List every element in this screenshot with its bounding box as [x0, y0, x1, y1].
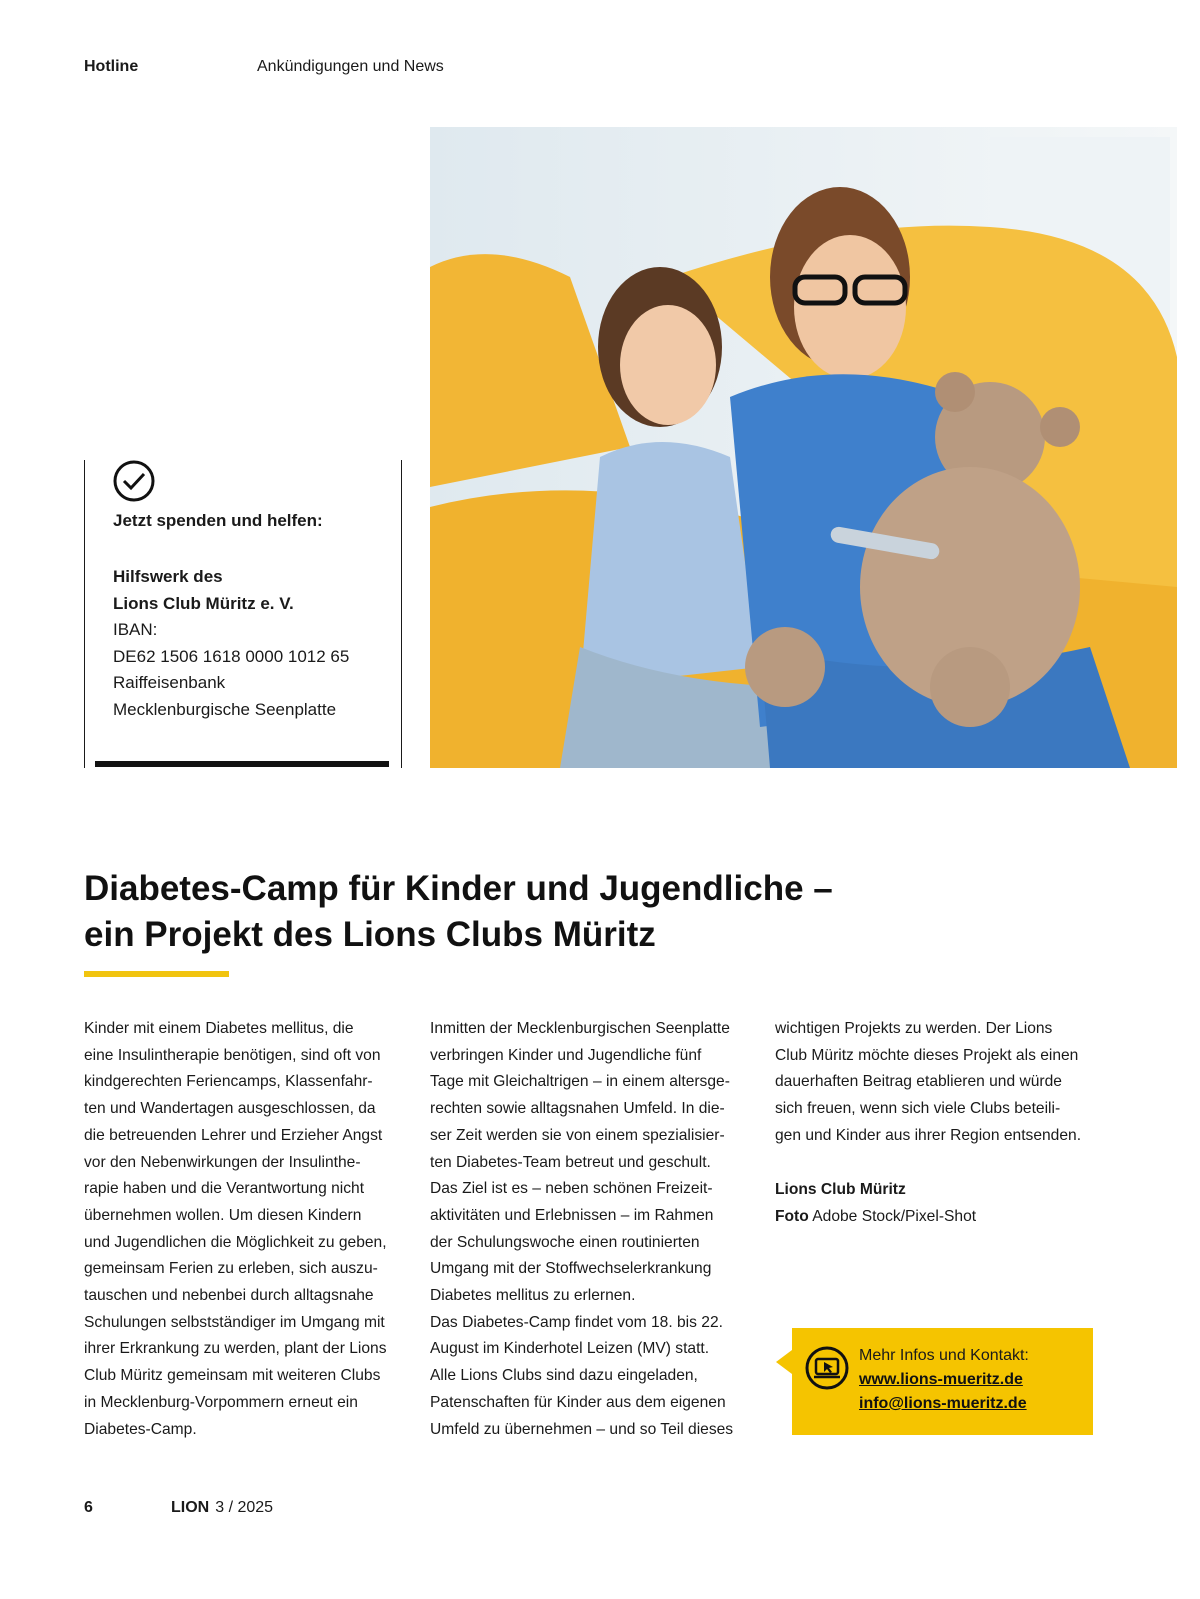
text-line: Patenschaften für Kinder aus dem eigenen [430, 1393, 726, 1411]
donation-org-line2: Lions Club Müritz e. V. [113, 593, 294, 613]
email-link[interactable]: info@lions-mueritz.de [859, 1395, 1027, 1412]
article-title-line2: ein Projekt des Lions Clubs Müritz [84, 915, 656, 954]
info-label: Mehr Infos und Kontakt: [859, 1347, 1029, 1364]
text-line: und Jugendlichen die Möglichkeit zu geben, [84, 1233, 387, 1251]
article-column-1 [84, 1016, 406, 1443]
text-line: Kinder mit einem Diabetes mellitus, die [84, 1020, 354, 1037]
text-line: Diabetes-Camp. [84, 1420, 197, 1438]
text-line: dauerhaften Beitrag etablieren und würde [775, 1073, 1062, 1091]
text-line: gemeinsam Ferien zu erleben, sich auszu- [84, 1260, 378, 1278]
donation-details [113, 564, 349, 724]
iban-value: DE62 1506 1618 0000 1012 65 [113, 646, 350, 666]
info-box-pointer [776, 1350, 792, 1374]
photo-label: Foto [775, 1207, 809, 1225]
website-link[interactable]: www.lions-mueritz.de [859, 1371, 1023, 1388]
text-line: Inmitten der Mecklenburgischen Seenplatte [430, 1020, 730, 1037]
article-title-line1: Diabetes-Camp für Kinder und Jugendliche – [84, 869, 833, 908]
info-box [792, 1328, 1093, 1435]
subsection-label: Ankündigungen und News [257, 58, 444, 75]
magazine-info [171, 1499, 273, 1517]
text-line: sich freuen, wenn sich viele Clubs beteili- [775, 1100, 1061, 1118]
text-line: vor den Nebenwirkungen der Insulinthe- [84, 1153, 361, 1171]
text-line: Umgang mit der Stoffwechselerkrankung [430, 1260, 712, 1278]
text-line: wichtigen Projekts zu werden. Der Lions [775, 1020, 1053, 1037]
text-line: rechten sowie alltagsnahen Umfeld. In die- [430, 1100, 725, 1118]
magazine-issue: 3 / 2025 [215, 1499, 274, 1516]
check-circle-icon [112, 460, 156, 504]
bank-line1: Raiffeisenbank [113, 673, 226, 693]
iban-label: IBAN: [113, 620, 158, 640]
donation-box [84, 460, 402, 768]
text-line: kindgerechten Feriencamps, Klassenfahr- [84, 1073, 373, 1091]
bank-line2: Mecklenburgische Seenplatte [113, 699, 337, 719]
title-underline [84, 971, 229, 977]
text-line: Alle Lions Clubs sind dazu eingeladen, [430, 1367, 698, 1385]
donation-org-line1: Hilfswerk des [113, 567, 223, 586]
magazine-name: LION [171, 1499, 210, 1516]
article-column-3 [775, 1016, 1097, 1150]
author-name: Lions Club Müritz [775, 1181, 906, 1198]
photo-credit: Adobe Stock/Pixel-Shot [812, 1207, 977, 1225]
text-line: Diabetes mellitus zu erlernen. [430, 1287, 636, 1305]
computer-cursor-icon [805, 1346, 849, 1390]
text-line: Das Diabetes-Camp findet vom 18. bis 22. [430, 1313, 723, 1331]
text-line: in Mecklenburg-Vorpommern erneut ein [84, 1393, 358, 1411]
text-line: die betreuenden Lehrer und Erzieher Angst [84, 1126, 383, 1144]
text-line: Club Müritz gemeinsam mit weiteren Clubs [84, 1367, 381, 1385]
text-line: ihrer Erkrankung zu werden, plant der Lions [84, 1340, 387, 1358]
article-photo [430, 127, 1177, 768]
text-line: August im Kinderhotel Leizen (MV) statt. [430, 1340, 710, 1358]
text-line: ten Diabetes-Team betreut und geschult. [430, 1153, 711, 1171]
text-line: Schulungen selbstständiger im Umgang mit [84, 1313, 385, 1331]
text-line: Umfeld zu übernehmen – und so Teil dieses [430, 1420, 734, 1438]
text-line: ten und Wandertagen ausgeschlossen, da [84, 1100, 376, 1118]
section-label: Hotline [84, 58, 139, 75]
text-line: Tage mit Gleichaltrigen – in einem altersge- [430, 1073, 730, 1091]
text-line: tauschen und nebenbei durch alltagsnahe [84, 1287, 374, 1305]
text-line: ser Zeit werden sie von einem spezialisier- [430, 1126, 725, 1144]
article-title [84, 866, 984, 958]
article-column-2 [430, 1016, 752, 1443]
donation-heading: Jetzt spenden und helfen: [113, 511, 323, 530]
article-credits [775, 1177, 976, 1230]
text-line: übernehmen wollen. Um diesen Kindern [84, 1206, 362, 1224]
donation-bottom-bar [95, 761, 389, 767]
text-line: verbringen Kinder und Jugendliche fünf [430, 1046, 702, 1064]
text-line: rapie haben und die Verantwortung nicht [84, 1180, 365, 1198]
text-line: eine Insulintherapie benötigen, sind oft von [84, 1046, 381, 1064]
text-line: Club Müritz möchte dieses Projekt als einen [775, 1046, 1079, 1064]
text-line: gen und Kinder aus ihrer Region entsenden. [775, 1126, 1082, 1144]
page-number: 6 [84, 1499, 93, 1516]
text-line: der Schulungswoche einen routinierten [430, 1233, 700, 1251]
text-line: aktivitäten und Erlebnissen – im Rahmen [430, 1206, 714, 1224]
text-line: Das Ziel ist es – neben schönen Freizeit- [430, 1180, 713, 1198]
